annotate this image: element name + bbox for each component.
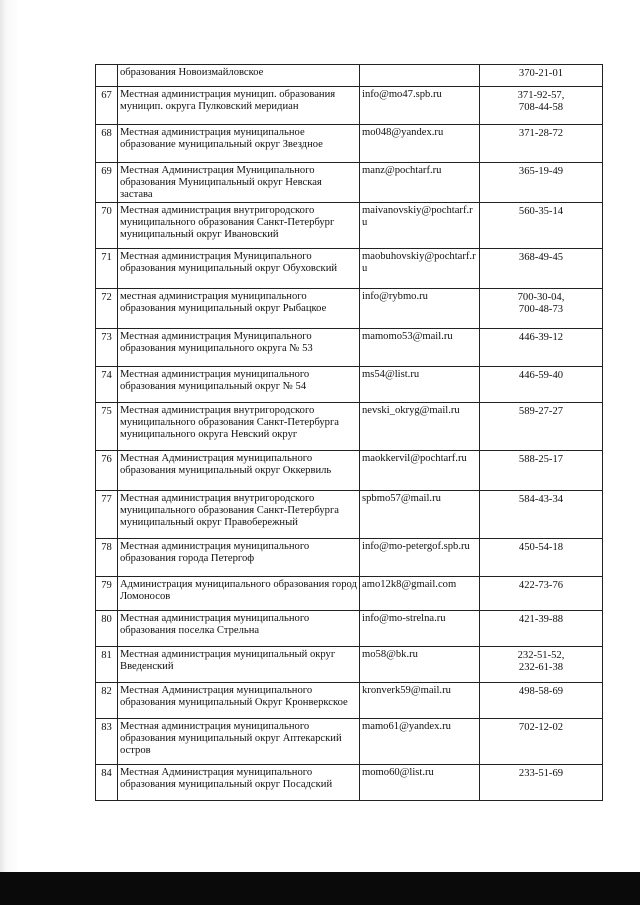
email-address: info@rybmo.ru	[360, 289, 480, 329]
phone-number: 700-30-04, 700-48-73	[480, 289, 603, 329]
row-number: 83	[96, 719, 118, 765]
scan-bottom-black-bar	[0, 872, 640, 905]
phone-number: 368-49-45	[480, 249, 603, 289]
table-row	[96, 125, 603, 163]
email-address: info@mo-strelna.ru	[360, 611, 480, 647]
row-number: 73	[96, 329, 118, 367]
row-number: 79	[96, 577, 118, 611]
table-row	[96, 367, 603, 403]
administration-name: образования Новоизмайловское	[118, 65, 360, 87]
table-row	[96, 683, 603, 719]
table-row	[96, 289, 603, 329]
table-row	[96, 249, 603, 289]
contacts-table	[95, 64, 603, 801]
phone-number: 589-27-27	[480, 403, 603, 451]
email-address: kronverk59@mail.ru	[360, 683, 480, 719]
row-number: 69	[96, 163, 118, 203]
row-number: 74	[96, 367, 118, 403]
phone-number: 446-39-12	[480, 329, 603, 367]
administration-name: Местная администрация муниципального образования муниципальный округ Аптекарский остров	[118, 719, 360, 765]
administration-name: Местная администрация внутригородского муниципального образования Санкт-Петербурга муниципального округа Невский округ	[118, 403, 360, 451]
phone-number: 233-51-69	[480, 765, 603, 801]
phone-number: 588-25-17	[480, 451, 603, 491]
phone-number: 371-28-72	[480, 125, 603, 163]
email-address: ms54@list.ru	[360, 367, 480, 403]
table-row	[96, 163, 603, 203]
phone-number: 450-54-18	[480, 539, 603, 577]
table-row	[96, 87, 603, 125]
phone-number: 560-35-14	[480, 203, 603, 249]
row-number: 72	[96, 289, 118, 329]
row-number: 77	[96, 491, 118, 539]
email-address: mo048@yandex.ru	[360, 125, 480, 163]
administration-name: Местная администрация муниципального образования города Петергоф	[118, 539, 360, 577]
administration-name: Местная администрация Муниципального образования муниципального округа № 53	[118, 329, 360, 367]
table-row	[96, 539, 603, 577]
email-address: maivanovskiy@pochtarf.ru	[360, 203, 480, 249]
row-number: 84	[96, 765, 118, 801]
phone-number: 702-12-02	[480, 719, 603, 765]
table-row	[96, 403, 603, 451]
administration-name: Местная Администрация муниципального образования муниципальный Округ Кронверкское	[118, 683, 360, 719]
phone-number: 371-92-57, 708-44-58	[480, 87, 603, 125]
row-number: 68	[96, 125, 118, 163]
email-address: mo58@bk.ru	[360, 647, 480, 683]
row-number: 71	[96, 249, 118, 289]
phone-number: 446-59-40	[480, 367, 603, 403]
row-number: 76	[96, 451, 118, 491]
email-address: info@mo-petergof.spb.ru	[360, 539, 480, 577]
row-number: 75	[96, 403, 118, 451]
email-address: manz@pochtarf.ru	[360, 163, 480, 203]
municipal-contacts-table	[95, 64, 602, 801]
table-row	[96, 719, 603, 765]
administration-name: Местная администрация муниципальный округ Введенский	[118, 647, 360, 683]
phone-number: 498-58-69	[480, 683, 603, 719]
row-number: 70	[96, 203, 118, 249]
email-address: maobuhovskiy@pochtarf.ru	[360, 249, 480, 289]
row-number: 80	[96, 611, 118, 647]
email-address: maokkervil@pochtarf.ru	[360, 451, 480, 491]
email-address: momo60@list.ru	[360, 765, 480, 801]
phone-number: 370-21-01	[480, 65, 603, 87]
email-address: mamo61@yandex.ru	[360, 719, 480, 765]
row-number: 82	[96, 683, 118, 719]
row-number	[96, 65, 118, 87]
table-row	[96, 577, 603, 611]
email-address: mamomo53@mail.ru	[360, 329, 480, 367]
email-address	[360, 65, 480, 87]
email-address: info@mo47.spb.ru	[360, 87, 480, 125]
administration-name: Местная администрация Муниципального образования муниципальный округ Обуховский	[118, 249, 360, 289]
table-row	[96, 65, 603, 87]
phone-number: 422-73-76	[480, 577, 603, 611]
administration-name: Местная администрация муниципальное образование муниципальный округ Звездное	[118, 125, 360, 163]
table-row	[96, 203, 603, 249]
administration-name: Местная администрация муницип. образования муницип. округа Пулковский меридиан	[118, 87, 360, 125]
administration-name: Местная администрация внутригородского муниципального образования Санкт-Петербурга муниципальный округ Правобережный	[118, 491, 360, 539]
email-address: nevski_okryg@mail.ru	[360, 403, 480, 451]
phone-number: 365-19-49	[480, 163, 603, 203]
administration-name: Местная администрация внутригородского муниципального образования Санкт-Петербург муниципальный округ Ивановский	[118, 203, 360, 249]
email-address: amo12k8@gmail.com	[360, 577, 480, 611]
email-address: spbmo57@mail.ru	[360, 491, 480, 539]
row-number: 81	[96, 647, 118, 683]
row-number: 78	[96, 539, 118, 577]
administration-name: Местная администрация муниципального образования муниципальный округ № 54	[118, 367, 360, 403]
table-row	[96, 491, 603, 539]
row-number: 67	[96, 87, 118, 125]
administration-name: местная администрация муниципального образования муниципальный округ Рыбацкое	[118, 289, 360, 329]
phone-number: 421-39-88	[480, 611, 603, 647]
administration-name: Местная Администрация муниципального образования муниципальный округ Посадский	[118, 765, 360, 801]
phone-number: 584-43-34	[480, 491, 603, 539]
table-row	[96, 611, 603, 647]
table-row	[96, 329, 603, 367]
administration-name: Местная Администрация Муниципального образования Муниципальный округ Невская застава	[118, 163, 360, 203]
administration-name: Местная администрация муниципального образования поселка Стрельна	[118, 611, 360, 647]
table-row	[96, 647, 603, 683]
administration-name: Местная Администрация муниципального образования муниципальный округ Оккервиль	[118, 451, 360, 491]
table-row	[96, 451, 603, 491]
table-row	[96, 765, 603, 801]
administration-name: Администрация муниципального образования город Ломоносов	[118, 577, 360, 611]
phone-number: 232-51-52, 232-61-38	[480, 647, 603, 683]
scan-left-edge-shadow	[0, 0, 20, 872]
